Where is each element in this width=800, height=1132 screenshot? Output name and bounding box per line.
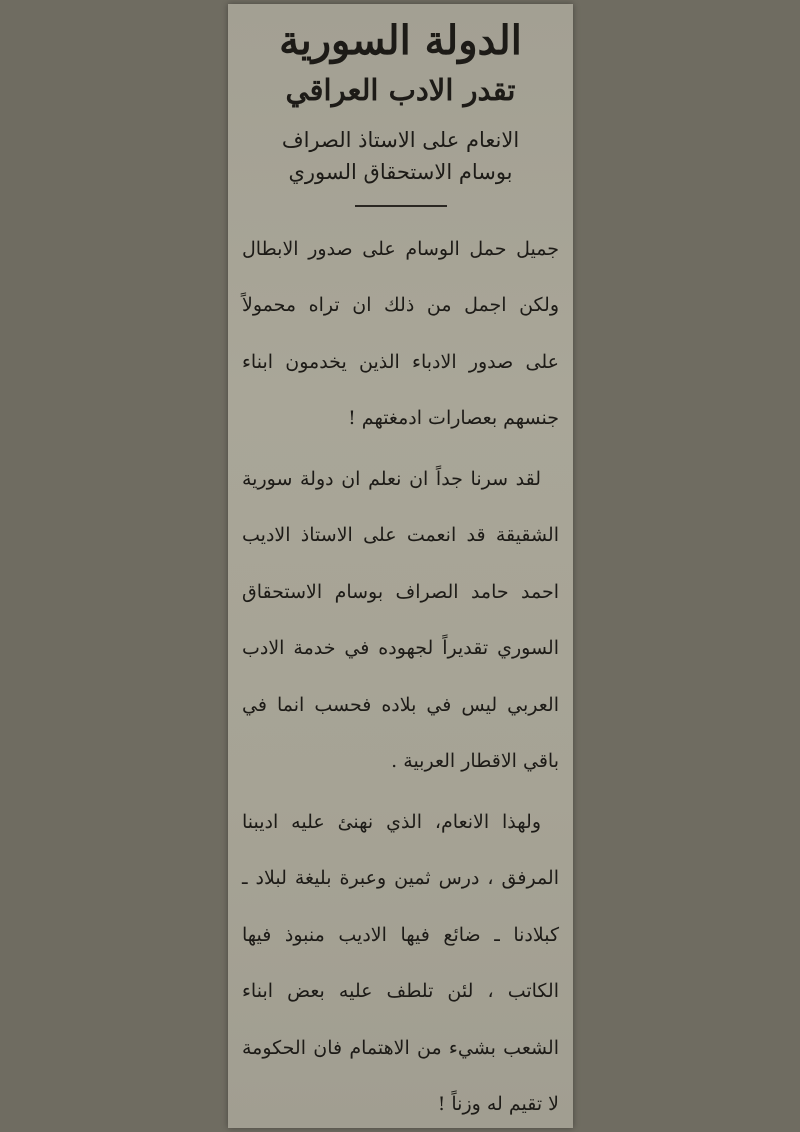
paragraph-3: ولهذا الانعام، الذي نهنئ عليه اديبنا المرفق ، درس ثمين وعبرة بليغة لبلاد ـ كبلادنا ـ ضائع فيها الاديب منبوذ فيها الكاتب ، لئن تلطف عليه بعض ابناء الشعب بشيء من الاهتمام فان الحكومة لا تقيم له وزناً ! — [242, 810, 559, 1116]
subheadline: تقدر الادب العراقي — [285, 73, 516, 107]
newspaper-clipping — [228, 4, 573, 1128]
deck-line-2: بوسام الاستحقاق السوري — [288, 160, 513, 185]
headline: الدولة السورية — [279, 17, 522, 64]
article-body — [242, 221, 559, 1132]
paragraph-2: لقد سرنا جداً ان نعلم ان دولة سورية الشقيقة قد انعمت على الاستاذ الاديب احمد حامد الصراف بوسام الاستحقاق السوري تقديراً لجهوده في خدمة الادب العربي ليس في بلاده فحسب انما في باقي الاقطار العربية . — [242, 467, 559, 773]
section-divider — [355, 205, 447, 207]
deck-line-1: الانعام على الاستاذ الصراف — [281, 127, 520, 152]
paragraph-1: جميل حمل الوسام على صدور الابطال ولكن اجمل من ذلك ان تراه محمولاً على صدور الادباء الذين يخدمون ابناء جنسهم بعصارات ادمغتهم ! — [242, 237, 559, 430]
